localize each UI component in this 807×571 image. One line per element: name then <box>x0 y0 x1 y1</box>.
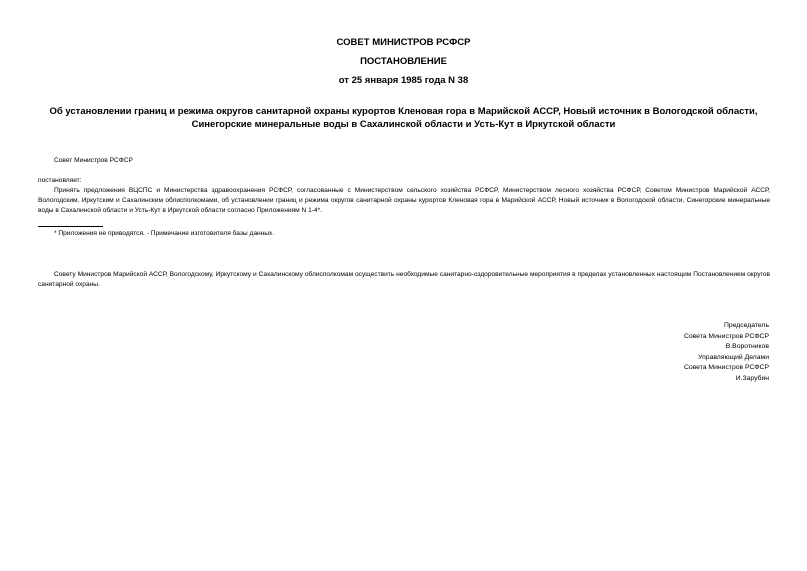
document-title: Об установлении границ и режима округов санитарной охраны курортов Кленовая гора в Марийской АССР, Новый источник в Вологодской области, Синегорские минеральные воды в Сахалинской области и Усть-Кут в Иркутской области <box>49 106 758 130</box>
manager-title-line-2: Совета Министров РСФСР <box>683 364 769 372</box>
decrees-text: постановляет: <box>38 177 82 184</box>
footnote-divider <box>38 226 103 227</box>
paragraph-2: Совету Министров Марийской АССР, Вологодскому, Иркутскому и Сахалинскому облисполкомам осуществить необходимые санитарно-оздоровительные мероприятия в пределах установленных настоящим Постановлением округов санитарной охраны. <box>38 271 770 288</box>
date-number-line: от 25 января 1985 года N 38 <box>338 75 469 86</box>
footnote: * Приложения не приводятся. - Примечание изготовителя базы данных. <box>54 230 275 237</box>
issuer-heading: СОВЕТ МИНИСТРОВ РСФСР <box>336 37 471 48</box>
chairman-name: В.Воротников <box>725 343 769 351</box>
document-type-heading: ПОСТАНОВЛЕНИЕ <box>360 56 447 67</box>
intro-text: Совет Министров РСФСР <box>54 157 133 164</box>
manager-title-line-1: Управляющий Делами <box>698 353 769 361</box>
chairman-title-line-2: Совета Министров РСФСР <box>683 332 769 340</box>
paragraph-1: Принять предложения ВЦСПС и Министерства здравоохранения РСФСР, согласованные с Министерством сельского хозяйства РСФСР, Министерством лесного хозяйства РСФСР, Советом Министров Марийской АССР, Вологодским, Иркутским и Сахалинским облисполкомами, об установлении границ и режима округов санитарной охраны курортов Кленовая гора в Марийской АССР, Новый источник в Вологодской области, Синегорские минеральные воды в Сахалинской области и Усть-Кут в Иркутской области согласно Приложениям N 1-4*. <box>38 187 770 214</box>
chairman-title-line-1: Председатель <box>724 322 769 329</box>
manager-name: И.Зарубин <box>735 374 769 382</box>
signature-block <box>684 321 769 385</box>
